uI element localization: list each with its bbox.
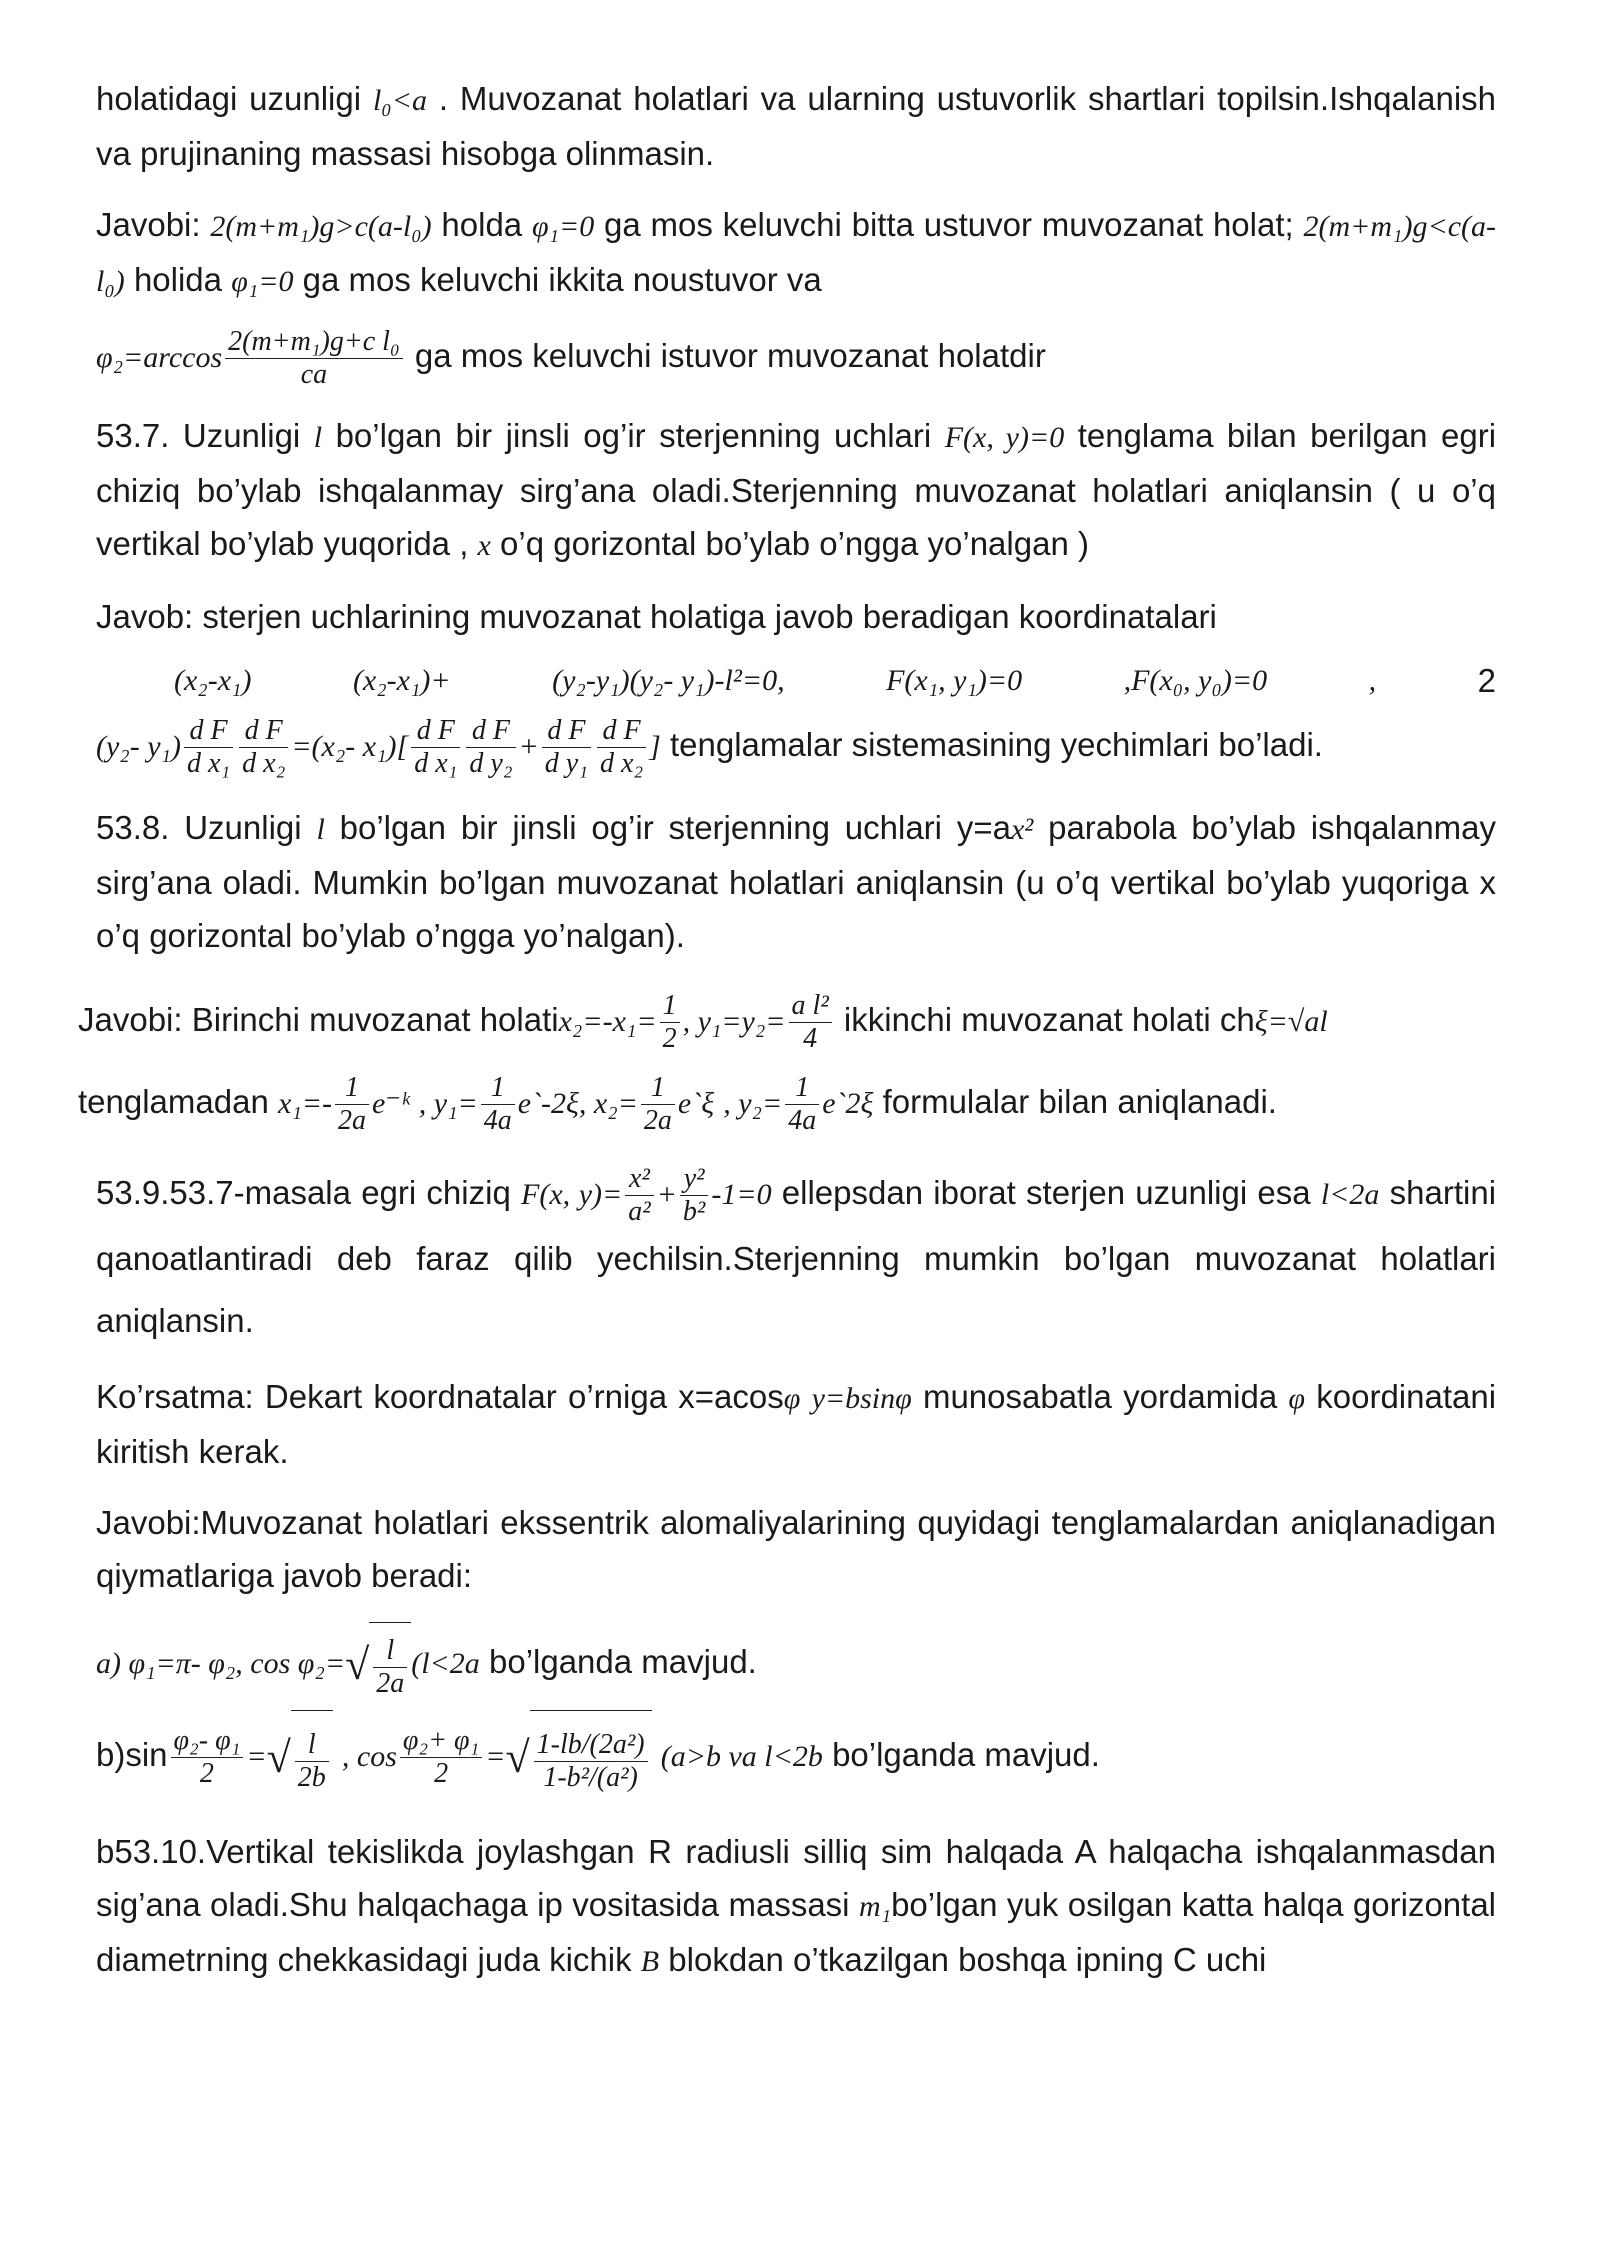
- fraction: $\frac{1}{2a}$: [335, 1072, 369, 1137]
- equation-line-2: [96, 709, 1496, 783]
- math-inline: φ: [783, 1381, 801, 1415]
- text: tenglamadan: [78, 1083, 269, 1120]
- math-inline: l<2a: [1320, 1178, 1380, 1211]
- math-inline: , cos: [341, 1740, 397, 1774]
- math-inline: 2(m+m₁)g>c(a-l₀): [210, 210, 432, 243]
- text: holida: [133, 261, 223, 298]
- text: munosabatla yordamida: [922, 1377, 1278, 1415]
- paragraph-answer-1: [96, 198, 1496, 308]
- math-inline: ξ=√al: [1254, 1005, 1328, 1038]
- paragraph-problem-53-9: [96, 1162, 1496, 1352]
- math-inline: B: [640, 1944, 660, 1978]
- math-inline: φ₂=arccos: [96, 341, 223, 375]
- math-inline: 2(m+m₁)g<c(a-l₀): [96, 210, 1496, 298]
- text: b)sin: [96, 1736, 168, 1774]
- text: ga mos keluvchi bitta ustuvor muvozanat holat;: [604, 206, 1294, 243]
- math-term: ,F(x₀, y₀)=0: [1123, 664, 1268, 697]
- fraction: $\frac{\text{y²}}{\text{b²}}$: [680, 1163, 708, 1228]
- math-inline: F(x, y)=0: [944, 421, 1065, 454]
- math-inline: φ₁=0: [531, 210, 595, 243]
- text: tenglama bilan berilgan egri chiziq bo’ylab ishqalanmay sirg’ana oladi.Sterjenning muvozanat holatlari aniqlansin ( u o’q vertikal bo’ylab yuqorida ,: [96, 417, 1497, 562]
- paragraph-problem-53-10: [96, 1825, 1496, 1988]
- fraction: $\frac{\text{φ₂- φ₁}}{2}$: [171, 1725, 244, 1790]
- math-inline: , y₂=: [723, 1087, 783, 1120]
- text: holda: [441, 206, 523, 243]
- fraction: $\frac{\text{2(m+m₁)g+c l₀}}{ca}$: [225, 326, 403, 391]
- math-inline: e`ξ: [677, 1087, 715, 1120]
- fraction: $\frac{1}{4a}$: [785, 1072, 819, 1137]
- math-inline: l₀<a: [372, 84, 427, 117]
- text: o’q gorizontal bo’ylab o’ngga yo’nalgan ): [500, 525, 1089, 562]
- fraction: $\frac{\text{a l²}}{4}$: [789, 990, 832, 1055]
- math-inline: φ₁=0: [231, 265, 294, 298]
- math-inline: ]: [649, 730, 661, 763]
- math-inline: =: [485, 1740, 506, 1774]
- text: Ko’rsatma: Dekart koordnatalar o’rniga x=acos: [96, 1377, 784, 1415]
- paragraph-answer-53-8-a: [78, 980, 1496, 1062]
- paragraph-problem-53-8: [96, 801, 1496, 962]
- square-root: √ $\frac{\text{1-lb/(2a²)}}{\text{1-b²/(a²)}}$: [505, 1708, 651, 1807]
- math-inline: (l<2a: [411, 1646, 480, 1680]
- math-inline: F(x, y)=: [521, 1178, 623, 1211]
- paragraph-answer-53-7: [96, 590, 1496, 643]
- text: bo’lganda mavjud.: [832, 1736, 1100, 1774]
- math-inline: +: [656, 1178, 677, 1211]
- text: . Muvozanat holatlari va ularning ustuvorlik shartlari topilsin.Ishqalanish va prujinaning massasi hisobga olinmasin.: [96, 80, 1497, 172]
- math-inline: l: [313, 421, 323, 454]
- paragraph-problem-53-7: [96, 409, 1496, 572]
- fraction: $\frac{\text{d F}}{\text{d x₂}}$: [239, 715, 288, 780]
- math-inline: , y₁=y₂=: [682, 1005, 786, 1038]
- paragraph-answer-arccos: [96, 326, 1496, 391]
- document-page: [78, 72, 1497, 1988]
- math-inline: =(x₂- x₁)[: [291, 730, 409, 763]
- text: holatidagi uzunligi: [96, 80, 362, 117]
- math-term: (y₂-y₁)(y₂- y₁)-l²=0,: [552, 664, 785, 697]
- paragraph-hint: [96, 1370, 1496, 1478]
- math-inline: (y₂- y₁): [96, 730, 181, 763]
- text: ikkinchi muvozanat holati ch: [843, 1001, 1255, 1038]
- math-inline: -1=0: [711, 1178, 772, 1211]
- math-term: (x₂-x₁)+: [352, 664, 451, 697]
- text: bo’lgan yuk osilgan katta halqa gorizontal diametrning chekkasidagi juda kichik: [96, 1885, 1496, 1978]
- math-inline: e⁻ᵏ: [371, 1087, 410, 1120]
- math-inline: (a>b va l<2b: [660, 1740, 823, 1774]
- text: ellepsdan iborat sterjen uzunligi esa: [781, 1174, 1311, 1211]
- math-term: F(x₁, y₁)=0: [886, 664, 1023, 697]
- math-inline: l: [316, 813, 325, 846]
- math-inline: a) φ₁=π- φ₂, cos φ₂=: [96, 1646, 346, 1680]
- fraction: $\frac{1}{2}$: [660, 990, 680, 1055]
- square-root: √ $\frac{l}{2a}$: [345, 1621, 411, 1708]
- fraction: $\frac{\text{d F}}{\text{d x₁}}$: [411, 715, 460, 780]
- text: bo’lganda mavjud.: [488, 1642, 757, 1680]
- paragraph-intro: [96, 72, 1496, 180]
- fraction: $\frac{\text{d F}}{\text{d y₂}}$: [466, 715, 515, 780]
- fraction: $\frac{1}{2a}$: [641, 1072, 675, 1137]
- text: Javobi:Muvozanat holatlari ekssentrik alomaliyalarining quyidagi tenglamalardan aniqlanadigan qiymatlariga javob beradi:: [96, 1503, 1496, 1594]
- math-inline: =: [246, 1740, 267, 1774]
- math-inline: m₁: [858, 1889, 892, 1923]
- fraction: $\frac{\text{d F}}{\text{d x₂}}$: [597, 715, 646, 780]
- text: Javob: sterjen uchlarining muvozanat holatiga javob beradigan koordinatalari: [96, 598, 1217, 635]
- text: 53.7. Uzunligi: [96, 417, 301, 454]
- text: koordinatani kiritish kerak.: [96, 1377, 1497, 1470]
- fraction: $\frac{\text{d F}}{\text{d y₁}}$: [542, 715, 591, 780]
- math-inline: e`-2ξ: [517, 1087, 579, 1120]
- math-term: 2: [1477, 662, 1496, 699]
- math-inline: x₁=-: [278, 1087, 332, 1120]
- paragraph-answer-b: [96, 1707, 1496, 1807]
- text: blokdan o’tkazilgan boshqa ipning C uchi: [668, 1940, 1267, 1978]
- fraction: $\frac{1}{4a}$: [481, 1072, 515, 1137]
- paragraph-answer-a: [96, 1620, 1496, 1708]
- text: Javobi:: [96, 206, 201, 243]
- math-inline: x²: [1010, 813, 1034, 846]
- text: tenglamalar sistemasining yechimlari bo’ladi.: [670, 726, 1323, 763]
- text: ga mos keluvchi ikkita noustuvor va: [302, 261, 822, 298]
- math-inline: y=bsinφ: [811, 1381, 912, 1415]
- math-inline: x₂=-x₁=: [558, 1005, 657, 1038]
- paragraph-answer-53-8-b: [78, 1062, 1496, 1144]
- text: shartini qanoatlantiradi deb faraz qilib yechilsin.Sterjenning mumkin bo’lgan muvozanat holatlari aniqlansin.: [96, 1174, 1497, 1339]
- text: ga mos keluvchi istuvor muvozanat holatdir: [414, 337, 1046, 375]
- math-term: (x₂-x₁): [174, 664, 252, 697]
- text: b53.10.Vertikal tekislikda joylashgan R radiusli silliq sim halqada A halqacha ishqalanmasdan sig’ana oladi.Shu halqachaga ip vositasida massasi: [96, 1832, 1496, 1923]
- text: 53.8. Uzunligi: [96, 809, 302, 846]
- math-inline: +: [518, 730, 539, 763]
- text: formulalar bilan aniqlanadi.: [882, 1083, 1277, 1120]
- math-inline: φ: [1288, 1381, 1306, 1415]
- paragraph-answer-53-9: [96, 1496, 1496, 1602]
- math-inline: e`2ξ: [822, 1087, 874, 1120]
- math-inline: x: [477, 529, 491, 562]
- equation-line-1: [96, 653, 1496, 709]
- text: bo’lgan bir jinsli og’ir sterjenning uchlari: [335, 417, 932, 454]
- square-root: √ $\frac{l}{2b}$: [267, 1708, 333, 1807]
- math-inline: , x₂=: [578, 1087, 638, 1120]
- text: parabola bo’ylab ishqalanmay sirg’ana oladi. Mumkin bo’lgan muvozanat holatlari aniqlansin (u o’q vertikal bo’ylab yuqoriga x o’q gorizontal bo’ylab o’ngga yo’nalgan).: [96, 809, 1497, 954]
- fraction: $\frac{\text{φ₂+ φ₁}}{2}$: [400, 1725, 482, 1790]
- math-term: ,: [1368, 664, 1377, 697]
- fraction: $\frac{\text{d F}}{\text{d x₁}}$: [184, 715, 233, 780]
- text: Javobi: Birinchi muvozanat holati: [78, 1001, 559, 1038]
- fraction: $\frac{\text{x²}}{\text{a²}}$: [625, 1163, 653, 1228]
- text: bo’lgan bir jinsli og’ir sterjenning uchlari y=a: [339, 809, 1011, 846]
- math-inline: , y₁=: [418, 1087, 478, 1120]
- text: 53.9.53.7-masala egri chiziq: [96, 1174, 511, 1211]
